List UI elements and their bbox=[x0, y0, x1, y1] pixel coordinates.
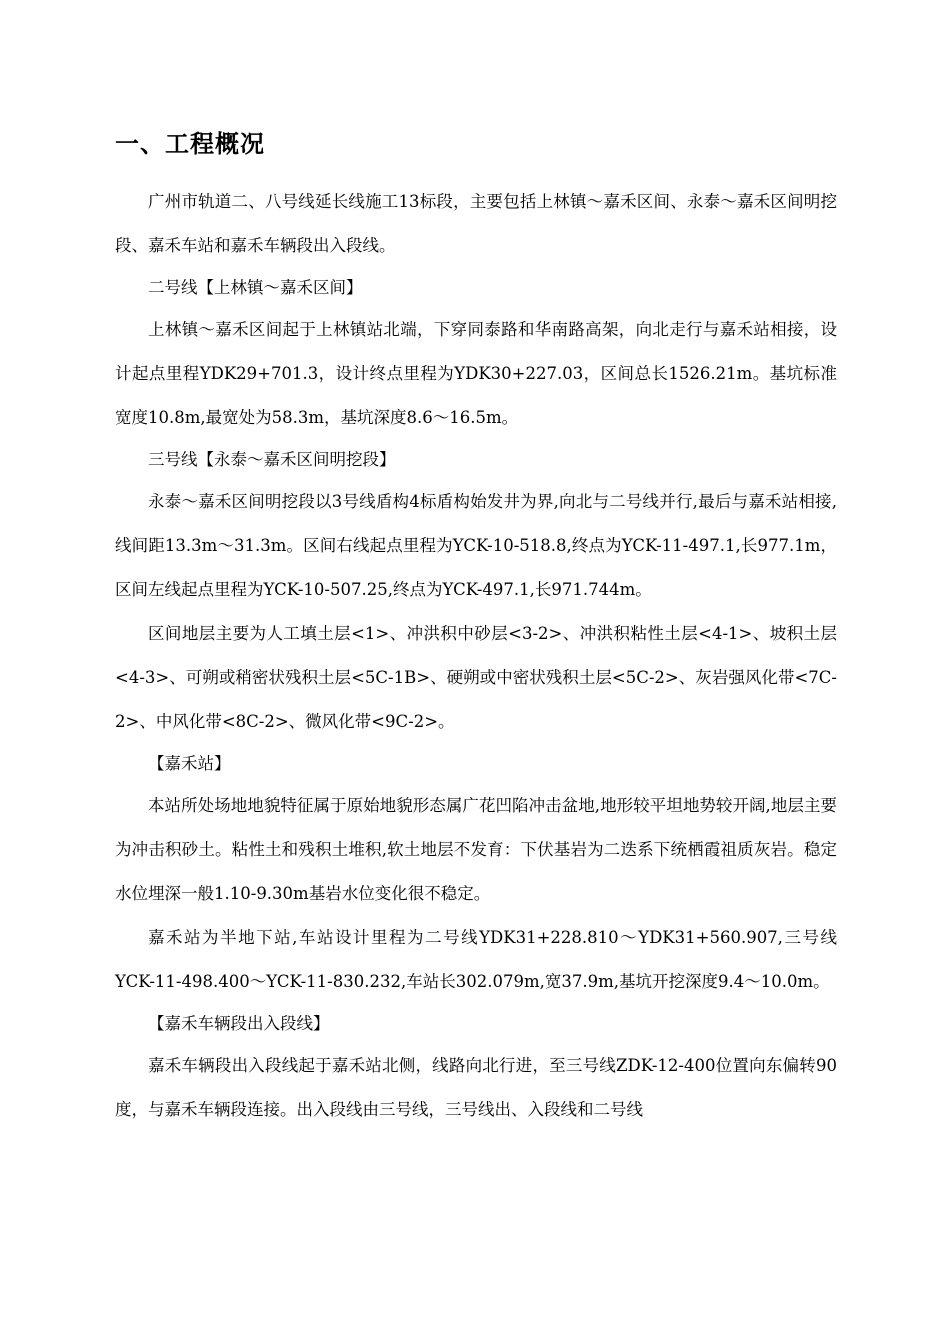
subheading-line3: 三号线【永泰～嘉禾区间明挖段】 bbox=[148, 450, 396, 469]
paragraph-intro: 广州市轨道二、八号线延长线施工13标段，主要包括上林镇～嘉禾区间、永泰～嘉禾区间明挖段、嘉禾车站和嘉禾车辆段出入段线。 bbox=[115, 192, 837, 255]
paragraph-station-geology: 本站所处场地地貌特征属于原始地貌形态属广花凹陷冲击盆地,地形较平坦地势较开阔,地层主要为冲击积砂土。粘性土和残积土堆积,软土地层不发育：下伏基岩为二迭系下统栖霞祖质灰岩。稳定水位埋深一般1.10-9.30m基岩水位变化很不稳定。 bbox=[115, 796, 837, 903]
paragraph-strata: 区间地层主要为人工填土层<1>、冲洪积中砂层<3-2>、冲洪积粘性土层<4-1>、坡积土层<4-3>、可朔或稍密状残积土层<5C-1B>、硬朔或中密状残积土层<5C-2>、灰岩强风化带<7C-2>、中风化带<8C-2>、微风化带<9C-2>。 bbox=[115, 624, 837, 731]
subheading-jiahe-station: 【嘉禾站】 bbox=[148, 754, 231, 773]
paragraph-station-design: 嘉禾站为半地下站,车站设计里程为二号线YDK31+228.810～YDK31+560.907,三号线YCK-11-498.400～YCK-11-830.232,车站长302.079m,宽37.9m,基坑开挖深度9.4～10.0m。 bbox=[115, 928, 837, 991]
section-heading: 一、工程概况 bbox=[115, 130, 265, 158]
paragraph-line3-section: 永泰～嘉禾区间明挖段以3号线盾构4标盾构始发井为界,向北与二号线并行,最后与嘉禾站相接,线间距13.3m～31.3m。区间右线起点里程为YCK-10-518.8,终点为YCK-11-497.1,长977.1m，区间左线起点里程为YCK-10-507.25,终点为YCK-497.1,长971.744m。 bbox=[115, 492, 837, 599]
paragraph-line2-section: 上林镇～嘉禾区间起于上林镇站北端，下穿同泰路和华南路高架，向北走行与嘉禾站相接，设计起点里程YDK29+701.3，设计终点里程为YDK30+227.03，区间总长1526.21m。基坑标准宽度10.8m,最宽处为58.3m，基坑深度8.6～16.5m。 bbox=[115, 320, 837, 427]
document-body bbox=[115, 180, 837, 1132]
subheading-depot-line: 【嘉禾车辆段出入段线】 bbox=[148, 1014, 330, 1033]
paragraph-depot-line: 嘉禾车辆段出入段线起于嘉禾站北侧，线路向北行进，至三号线ZDK-12-400位置向东偏转90度，与嘉禾车辆段连接。出入段线由三号线，三号线出、入段线和二号线 bbox=[115, 1056, 837, 1119]
subheading-line2: 二号线【上林镇～嘉禾区间】 bbox=[148, 278, 363, 297]
